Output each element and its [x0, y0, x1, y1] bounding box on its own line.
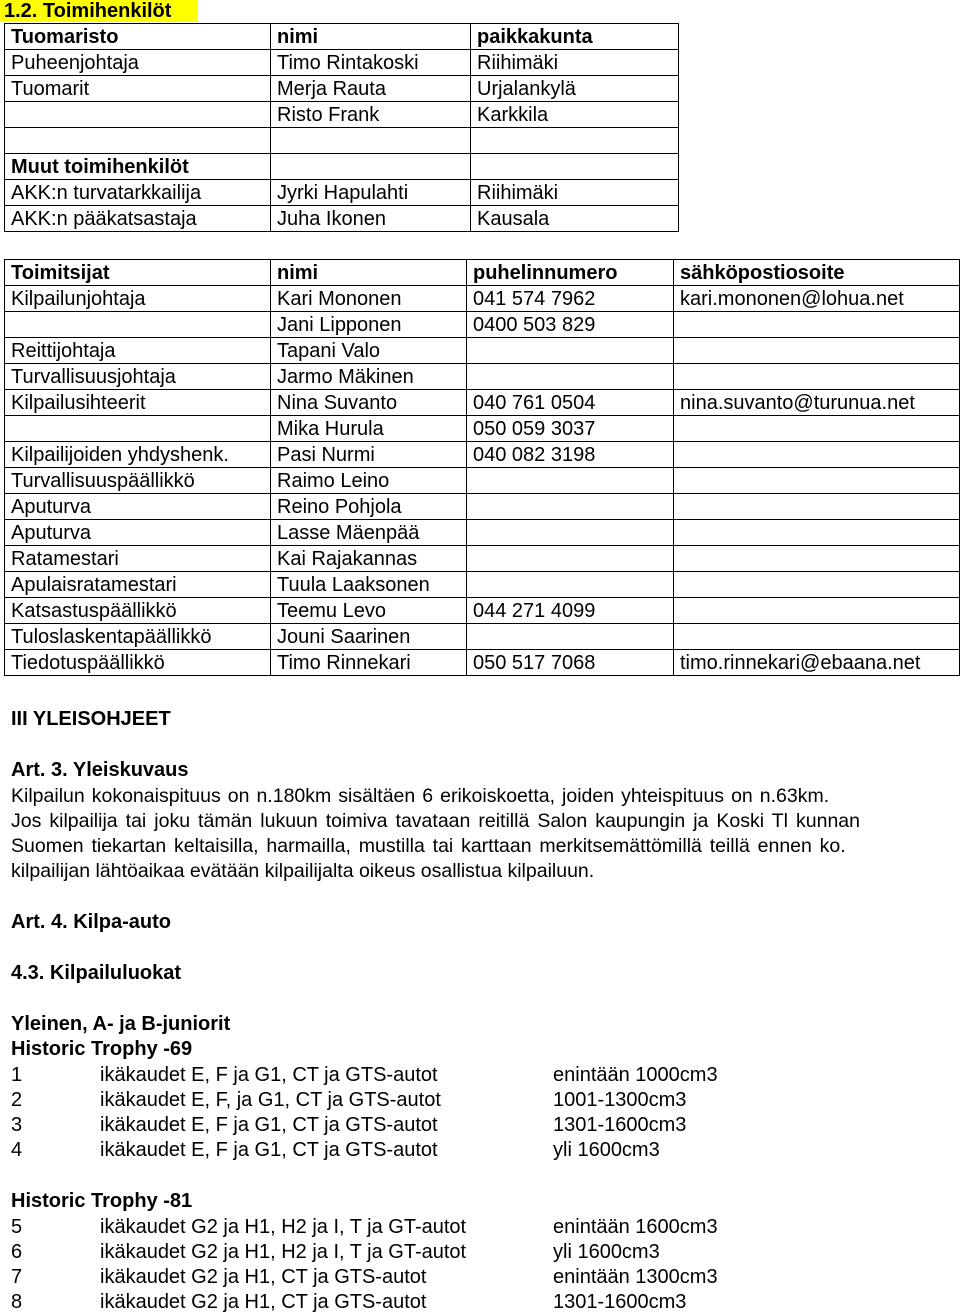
table-row — [5, 546, 960, 572]
table-cell: Puheenjohtaja — [5, 50, 271, 76]
class-description: ikäkaudet G2 ja H1, CT ja GTS-autot — [100, 1291, 427, 1313]
table-row — [5, 520, 960, 546]
table-cell: Katsastuspäällikkö — [5, 598, 271, 624]
table-row — [5, 312, 960, 338]
table-cell: Jyrki Hapulahti — [271, 180, 471, 206]
table-cell — [271, 128, 471, 154]
table-cell — [674, 442, 960, 468]
table-cell: Risto Frank — [271, 102, 471, 128]
table-cell: Nina Suvanto — [271, 390, 467, 416]
table-cell: timo.rinnekari@ebaana.net — [674, 650, 960, 676]
table-cell: Jouni Saarinen — [271, 624, 467, 650]
table-cell: AKK:n pääkatsastaja — [5, 206, 271, 232]
table-cell — [674, 546, 960, 572]
table-cell: Urjalankylä — [471, 76, 679, 102]
table-cell — [674, 364, 960, 390]
class-description: ikäkaudet E, F ja G1, CT ja GTS-autot — [100, 1064, 438, 1086]
table-cell: Kilpailusihteerit — [5, 390, 271, 416]
table-cell: AKK:n turvatarkkailija — [5, 180, 271, 206]
table-cell: 0400 503 829 — [467, 312, 674, 338]
table-cell: Ratamestari — [5, 546, 271, 572]
table-cell: kari.mononen@lohua.net — [674, 286, 960, 312]
column-header: Toimitsijat — [5, 260, 271, 286]
class-number: 8 — [11, 1291, 23, 1313]
table-cell — [674, 520, 960, 546]
table-cell: Jani Lipponen — [271, 312, 467, 338]
column-header: Tuomaristo — [5, 24, 271, 50]
table-cell — [467, 364, 674, 390]
table-cell: Tiedotuspäällikkö — [5, 650, 271, 676]
section-4-3-heading: 4.3. Kilpailuluokat — [11, 962, 182, 984]
table-cell: Reittijohtaja — [5, 338, 271, 364]
table-cell: 040 761 0504 — [467, 390, 674, 416]
class-engine-size: enintään 1000cm3 — [553, 1064, 718, 1086]
class-engine-size: yli 1600cm3 — [553, 1241, 660, 1263]
toimitsijat-table — [4, 259, 960, 676]
table-row — [5, 338, 960, 364]
class-description: ikäkaudet G2 ja H1, H2 ja I, T ja GT-autot — [100, 1216, 467, 1238]
class-description: ikäkaudet G2 ja H1, H2 ja I, T ja GT-autot — [100, 1241, 467, 1263]
class-engine-size: 1001-1300cm3 — [553, 1089, 687, 1111]
column-header: nimi — [271, 260, 467, 286]
table-cell — [674, 338, 960, 364]
ht69-heading: Historic Trophy -69 — [11, 1038, 193, 1060]
table-row — [5, 468, 960, 494]
table-cell — [471, 128, 679, 154]
art4-heading: Art. 4. Kilpa-auto — [11, 911, 172, 933]
table-cell: Karkkila — [471, 102, 679, 128]
class-number: 3 — [11, 1114, 23, 1136]
table-cell — [467, 468, 674, 494]
art3-line: Jos kilpailija tai joku tämän lukuun toimiva tavataan reitillä Salon kaupungin ja Koski Tl kunnan — [11, 810, 861, 832]
table-cell: Teemu Levo — [271, 598, 467, 624]
table-cell: Tuomarit — [5, 76, 271, 102]
table-cell: Juha Ikonen — [271, 206, 471, 232]
table-cell: Turvallisuusjohtaja — [5, 364, 271, 390]
section-heading: 1.2. Toimihenkilöt — [4, 0, 172, 22]
table-row — [5, 50, 679, 76]
table-cell: Aputurva — [5, 494, 271, 520]
table-cell: Muut toimihenkilöt — [5, 154, 271, 180]
table-header-row — [5, 24, 679, 50]
table-cell: Riihimäki — [471, 180, 679, 206]
table-row — [5, 650, 960, 676]
table-cell: nina.suvanto@turunua.net — [674, 390, 960, 416]
table-cell — [674, 416, 960, 442]
table-cell: Tuloslaskentapäällikkö — [5, 624, 271, 650]
table-cell: Kilpailijoiden yhdyshenk. — [5, 442, 271, 468]
table-cell: Mika Hurula — [271, 416, 467, 442]
table-cell — [674, 494, 960, 520]
class-description: ikäkaudet G2 ja H1, CT ja GTS-autot — [100, 1266, 427, 1288]
table-cell — [674, 624, 960, 650]
table-cell: 041 574 7962 — [467, 286, 674, 312]
table-row — [5, 286, 960, 312]
table-row — [5, 416, 960, 442]
table-row — [5, 572, 960, 598]
class-engine-size: enintään 1600cm3 — [553, 1216, 718, 1238]
table-cell: Timo Rinnekari — [271, 650, 467, 676]
table-cell — [471, 154, 679, 180]
class-number: 7 — [11, 1266, 23, 1288]
table-cell — [467, 338, 674, 364]
yleisohjeet-heading: III YLEISOHJEET — [11, 708, 171, 730]
table-row — [5, 76, 679, 102]
art3-paragraph — [11, 784, 956, 884]
table-cell: Merja Rauta — [271, 76, 471, 102]
table-cell: Kari Mononen — [271, 286, 467, 312]
table-cell: Pasi Nurmi — [271, 442, 467, 468]
table-cell — [467, 520, 674, 546]
table-row — [5, 598, 960, 624]
class-number: 4 — [11, 1139, 23, 1161]
table-row — [5, 154, 679, 180]
table-cell: Kilpailunjohtaja — [5, 286, 271, 312]
class-description: ikäkaudet E, F ja G1, CT ja GTS-autot — [100, 1114, 438, 1136]
class-group-heading: Yleinen, A- ja B-juniorit — [11, 1013, 231, 1035]
table-cell: Raimo Leino — [271, 468, 467, 494]
table-cell — [5, 312, 271, 338]
table-row — [5, 102, 679, 128]
class-description: ikäkaudet E, F, ja G1, CT ja GTS-autot — [100, 1089, 441, 1111]
table-cell — [674, 598, 960, 624]
table-cell — [5, 128, 271, 154]
class-number: 1 — [11, 1064, 23, 1086]
table-row — [5, 494, 960, 520]
table-cell: Timo Rintakoski — [271, 50, 471, 76]
table-cell — [5, 102, 271, 128]
class-engine-size: 1301-1600cm3 — [553, 1291, 687, 1313]
table-cell — [5, 416, 271, 442]
table-cell — [467, 624, 674, 650]
column-header: puhelinnumero — [467, 260, 674, 286]
tuomaristo-table — [4, 23, 679, 232]
table-row — [5, 206, 679, 232]
class-number: 5 — [11, 1216, 23, 1238]
table-row — [5, 364, 960, 390]
class-number: 6 — [11, 1241, 23, 1263]
art3-line: Suomen tiekartan keltaisilla, harmailla, mustilla tai karttaan merkitsemättömillä teillä ennen ko. — [11, 835, 846, 857]
table-cell: Riihimäki — [471, 50, 679, 76]
column-header: sähköpostiosoite — [674, 260, 960, 286]
table-header-row — [5, 260, 960, 286]
table-cell — [467, 494, 674, 520]
table-cell — [674, 572, 960, 598]
table-cell — [674, 468, 960, 494]
class-engine-size: 1301-1600cm3 — [553, 1114, 687, 1136]
table-cell: Tuula Laaksonen — [271, 572, 467, 598]
table-cell: 050 517 7068 — [467, 650, 674, 676]
table-row — [5, 390, 960, 416]
class-description: ikäkaudet E, F ja G1, CT ja GTS-autot — [100, 1139, 438, 1161]
class-engine-size: enintään 1300cm3 — [553, 1266, 718, 1288]
table-cell — [467, 572, 674, 598]
table-cell: Jarmo Mäkinen — [271, 364, 467, 390]
table-row — [5, 624, 960, 650]
table-cell: Tapani Valo — [271, 338, 467, 364]
ht81-heading: Historic Trophy -81 — [11, 1190, 193, 1212]
table-cell: 040 082 3198 — [467, 442, 674, 468]
table-row — [5, 180, 679, 206]
table-cell: Lasse Mäenpää — [271, 520, 467, 546]
art3-line: Kilpailun kokonaispituus on n.180km sisältäen 6 erikoiskoetta, joiden yhteispituus on n.63km. — [11, 785, 830, 807]
art3-line: kilpailijan lähtöaikaa evätään kilpailijalta oikeus osallistua kilpailuun. — [11, 860, 595, 882]
table-cell: Kai Rajakannas — [271, 546, 467, 572]
table-cell: Turvallisuuspäällikkö — [5, 468, 271, 494]
table-cell: Apulaisratamestari — [5, 572, 271, 598]
table-cell — [467, 546, 674, 572]
class-number: 2 — [11, 1089, 23, 1111]
table-row — [5, 442, 960, 468]
column-header: paikkakunta — [471, 24, 679, 50]
table-cell: 044 271 4099 — [467, 598, 674, 624]
table-cell — [271, 154, 471, 180]
table-row — [5, 128, 679, 154]
table-cell: 050 059 3037 — [467, 416, 674, 442]
class-engine-size: yli 1600cm3 — [553, 1139, 660, 1161]
table-cell: Aputurva — [5, 520, 271, 546]
table-cell: Kausala — [471, 206, 679, 232]
column-header: nimi — [271, 24, 471, 50]
art3-heading: Art. 3. Yleiskuvaus — [11, 759, 189, 781]
table-cell: Reino Pohjola — [271, 494, 467, 520]
table-cell — [674, 312, 960, 338]
